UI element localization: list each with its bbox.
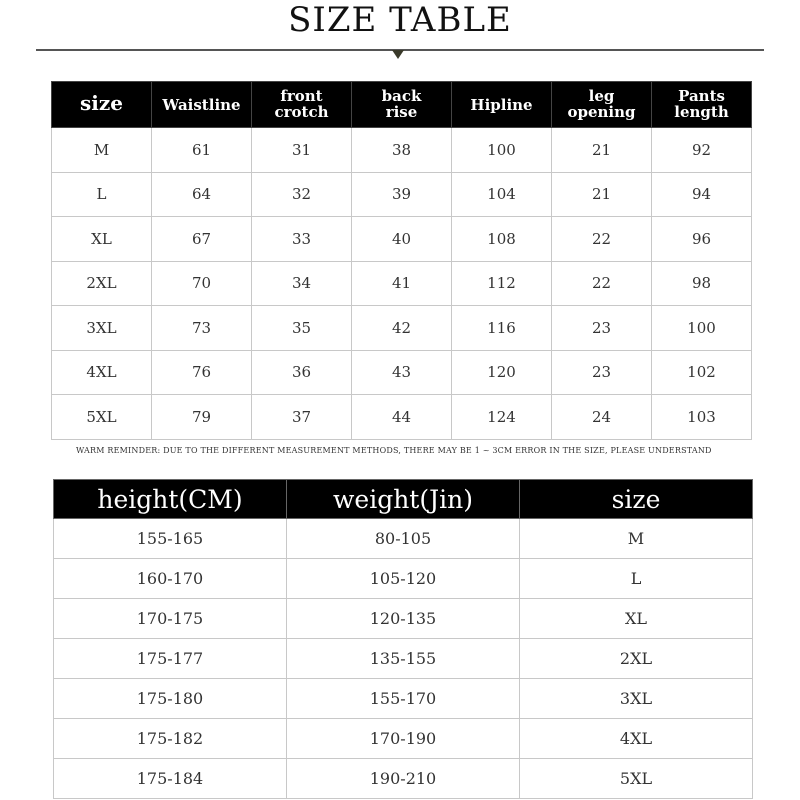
size-cell: 4XL [520, 719, 753, 759]
table-row [52, 217, 752, 262]
waistline-cell: 79 [152, 395, 252, 440]
leg-opening-cell: 21 [552, 172, 652, 217]
size-cell: L [520, 559, 753, 599]
pants-length-cell: 100 [652, 306, 752, 351]
waistline-cell: 64 [152, 172, 252, 217]
size-cell: M [52, 128, 152, 173]
size-table-header-cell [452, 82, 552, 128]
header-label: Hipline [470, 96, 533, 114]
size-table-header-cell [252, 82, 352, 128]
hipline-cell: 100 [452, 128, 552, 173]
pants-length-cell: 98 [652, 261, 752, 306]
size-table-header-cell [552, 82, 652, 128]
height-cell: 160-170 [54, 559, 287, 599]
size-header: size [520, 480, 753, 519]
back-rise-cell: 43 [352, 350, 452, 395]
leg-opening-cell: 23 [552, 306, 652, 351]
table-row [52, 128, 752, 173]
weight-cell: 170-190 [287, 719, 520, 759]
table-row [52, 172, 752, 217]
size-cell: 5XL [52, 395, 152, 440]
table-row [54, 639, 753, 679]
weight-cell: 105-120 [287, 559, 520, 599]
front-crotch-cell: 36 [252, 350, 352, 395]
height-weight-size-table [53, 479, 753, 799]
table-row [54, 559, 753, 599]
table-row [52, 350, 752, 395]
leg-opening-cell: 22 [552, 217, 652, 262]
height-cell: 175-184 [54, 759, 287, 799]
size-table-header-cell [352, 82, 452, 128]
size-cell: XL [520, 599, 753, 639]
header-label: Waistline [162, 96, 241, 114]
front-crotch-cell: 37 [252, 395, 352, 440]
table-row [52, 261, 752, 306]
weight-cell: 120-135 [287, 599, 520, 639]
front-crotch-cell: 34 [252, 261, 352, 306]
weight-cell: 190-210 [287, 759, 520, 799]
header-label: back rise [381, 87, 422, 121]
height-cell: 175-182 [54, 719, 287, 759]
size-cell: 5XL [520, 759, 753, 799]
page-title: SIZE TABLE [288, 0, 512, 40]
table-row [54, 719, 753, 759]
header-label: size [80, 91, 123, 115]
back-rise-cell: 40 [352, 217, 452, 262]
table-row [52, 306, 752, 351]
height-header: height(CM) [54, 480, 287, 519]
size-cell: 3XL [520, 679, 753, 719]
leg-opening-cell: 24 [552, 395, 652, 440]
height-cell: 175-180 [54, 679, 287, 719]
hipline-cell: 120 [452, 350, 552, 395]
table-row [54, 599, 753, 639]
weight-cell: 135-155 [287, 639, 520, 679]
size-cell: XL [52, 217, 152, 262]
size-table-header-cell [152, 82, 252, 128]
back-rise-cell: 39 [352, 172, 452, 217]
table-row [52, 395, 752, 440]
back-rise-cell: 38 [352, 128, 452, 173]
hipline-cell: 112 [452, 261, 552, 306]
back-rise-cell: 44 [352, 395, 452, 440]
hipline-cell: 116 [452, 306, 552, 351]
height-cell: 170-175 [54, 599, 287, 639]
leg-opening-cell: 21 [552, 128, 652, 173]
waistline-cell: 73 [152, 306, 252, 351]
height-cell: 155-165 [54, 519, 287, 559]
leg-opening-cell: 22 [552, 261, 652, 306]
size-table-header-cell [52, 82, 152, 128]
weight-cell: 80-105 [287, 519, 520, 559]
height-table-header-row [54, 480, 753, 519]
pants-length-cell: 92 [652, 128, 752, 173]
back-rise-cell: 41 [352, 261, 452, 306]
front-crotch-cell: 35 [252, 306, 352, 351]
size-cell: 3XL [52, 306, 152, 351]
size-table-header-cell [652, 82, 752, 128]
pants-length-cell: 96 [652, 217, 752, 262]
pants-length-cell: 102 [652, 350, 752, 395]
size-measurement-table [51, 81, 752, 440]
hipline-cell: 104 [452, 172, 552, 217]
back-rise-cell: 42 [352, 306, 452, 351]
size-cell: M [520, 519, 753, 559]
size-cell: 2XL [52, 261, 152, 306]
pants-length-cell: 94 [652, 172, 752, 217]
hipline-cell: 124 [452, 395, 552, 440]
weight-cell: 155-170 [287, 679, 520, 719]
height-cell: 175-177 [54, 639, 287, 679]
warm-reminder-note: WARM REMINDER: DUE TO THE DIFFERENT MEASUREMENT METHODS, THERE MAY BE 1 ~ 3CM ERROR IN THE SIZE, PLEASE UNDERSTAND [76, 446, 712, 455]
pants-length-cell: 103 [652, 395, 752, 440]
waistline-cell: 76 [152, 350, 252, 395]
waistline-cell: 67 [152, 217, 252, 262]
waistline-cell: 61 [152, 128, 252, 173]
front-crotch-cell: 32 [252, 172, 352, 217]
size-table-header-row [52, 82, 752, 128]
leg-opening-cell: 23 [552, 350, 652, 395]
header-label: front crotch [274, 87, 329, 121]
header-label: leg opening [567, 87, 636, 121]
size-cell: 2XL [520, 639, 753, 679]
triangle-down-icon [392, 50, 404, 59]
size-cell: 4XL [52, 350, 152, 395]
hipline-cell: 108 [452, 217, 552, 262]
header-label: Pants length [674, 87, 729, 121]
size-cell: L [52, 172, 152, 217]
front-crotch-cell: 33 [252, 217, 352, 262]
weight-header: weight(Jin) [287, 480, 520, 519]
front-crotch-cell: 31 [252, 128, 352, 173]
table-row [54, 679, 753, 719]
waistline-cell: 70 [152, 261, 252, 306]
table-row [54, 759, 753, 799]
table-row [54, 519, 753, 559]
